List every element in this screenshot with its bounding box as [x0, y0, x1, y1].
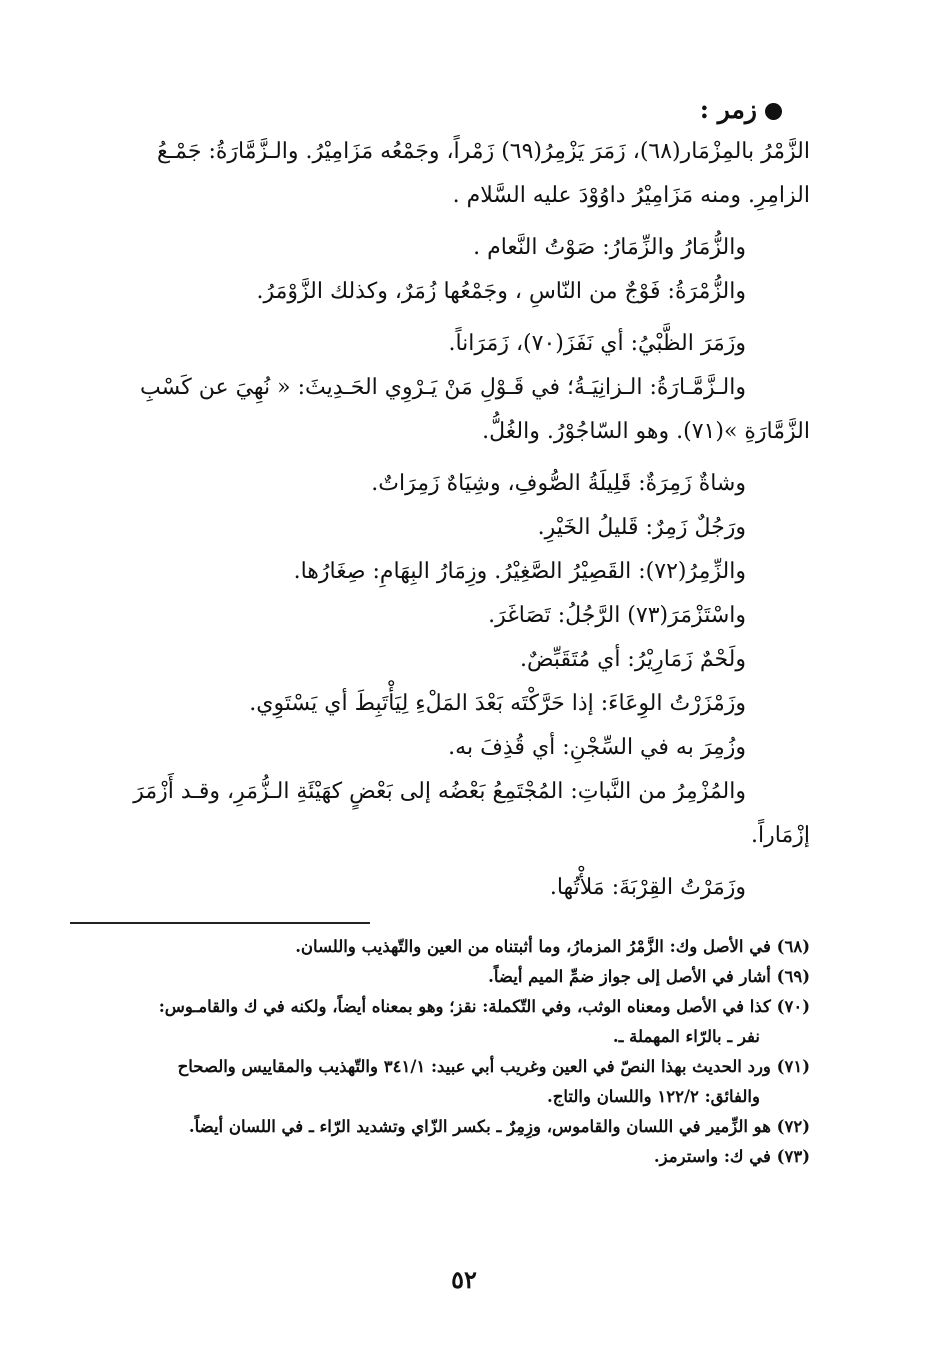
entry-line: والـزَّمَّـارَةُ: الـزانِيَـةُ؛ في قَـوْلِ مَنْ يَـرْوِي الحَـدِيثَ: « نُهِيَ عن كَسْبِ: [140, 375, 746, 400]
entry-line: وزَمَرْتُ القِرْبَةَ: مَلأْتُها.: [549, 875, 746, 900]
entry-line: وزَمْزَرْتُ الوِعَاءَ: إذا حَرَّكْتَه بَعْدَ المَلْءِ لِيَأْتَبِطَ أي يَسْتَوِي.: [249, 691, 746, 716]
dictionary-entries: [70, 130, 810, 910]
footnote-line: والفائق: ١٢٢/٢ واللسان والتاج.: [546, 1087, 760, 1106]
footnote-divider: [70, 922, 370, 924]
entry-gap: [70, 858, 810, 866]
entry-line: الزَّمَّارَةِ »(٧١). وهو السّاجُوْرُ. والغُلُّ.: [482, 419, 810, 444]
footnotes: [70, 932, 810, 1172]
entry-line: الزامِرِ. ومنه مَزَامِيْرُ داوُوْدَ عليه السَّلام .: [452, 183, 810, 208]
entry-line: والزُّمَارُ والزِّمَارُ: صَوْتُ النَّعام .: [473, 235, 746, 260]
footnote-line: (٧٣) في ك: واسترمز.: [653, 1147, 810, 1166]
footnote-line: نفر ـ بالرّاء المهملة ـ.: [612, 1027, 760, 1046]
footnote-line: (٦٨) في الأصل وك: الزَّمْرُ المزمارُ، وما أثبتناه من العين والتّهذيب واللسان.: [295, 937, 810, 956]
footnote-line: (٧٢) هو الزِّمير في اللسان والقاموس، وزِمِرٌ ـ بكسر الزّاي وتشديد الرّاء ـ في اللسان أيضاً.: [188, 1117, 810, 1136]
heading-text: زمر :: [699, 95, 757, 124]
entry-line: وزَمَرَ الظَّبْيُ: أي نَفَزَ(٧٠)، زَمَرَاناً.: [448, 331, 746, 356]
footnote-line: (٦٩) أشار في الأصل إلى جواز ضمِّ الميم أيضاً.: [488, 967, 810, 986]
entry-line: والزِّمِرُ(٧٢): القَصِيْرُ الصَّغِيْرُ. وزِمَارُ البِهَامِ: صِغَارُها.: [293, 559, 746, 584]
bullet-icon: [765, 103, 782, 120]
entry-heading: [70, 90, 782, 130]
entry-line: واسْتَزْمَرَ(٧٣) الرَّجُلُ: تَصَاغَرَ.: [488, 603, 746, 628]
entry-line: وشاةٌ زَمِرَةٌ: قَلِيلَةُ الصُّوفِ، وشِيَاهٌ زَمِرَاتٌ.: [371, 471, 746, 496]
footnote-line: (٧١) ورد الحديث بهذا النصّ في العين وغريب أبي عبيد: ٣٤١/١ والتّهذيب والمقاييس والصحاح: [177, 1057, 810, 1076]
entry-line: إزْمَاراً.: [751, 823, 810, 848]
entry-gap: [70, 314, 810, 322]
page-number: ٥٢: [451, 1265, 477, 1294]
entry-line: ولَحْمٌ زَمَارِيْرُ: أي مُتَقَبِّضٌ.: [519, 647, 746, 672]
entry-gap: [70, 218, 810, 226]
entry-line: والمُزْمِرُ من النَّباتِ: المُجْتَمِعُ بَعْضُه إلى بَعْضٍ كهَيْئَةِ الـزُّمَرِ، وقـد أَزْمَرَ: [133, 779, 746, 804]
entry-line: الزَّمْرُ بالمِزْمَار(٦٨)، زَمَرَ يَزْمِرُ(٦٩) زَمْراً، وجَمْعُه مَزَامِيْرُ. والـزَّمَّارَةُ: جَمْـعُ: [156, 139, 810, 164]
footnote-line: (٧٠) كذا في الأصل ومعناه الوثب، وفي التّكملة: نقز؛ وهو بمعناه أيضاً، ولكنه في ك والقامـوس:: [158, 997, 810, 1016]
entry-gap: [70, 454, 810, 462]
entry-line: والزُّمْرَةُ: فَوْجٌ من النّاسِ ، وجَمْعُها زُمَرٌ، وكذلك الزَّوْمَرُ.: [256, 279, 746, 304]
entry-line: وزُمِرَ به في السِّجْنِ: أي قُذِفَ به.: [448, 735, 746, 760]
entry-line: ورَجُلٌ زَمِرٌ: قَليلُ الخَيْرِ.: [537, 515, 746, 540]
page-content: [70, 90, 810, 1172]
